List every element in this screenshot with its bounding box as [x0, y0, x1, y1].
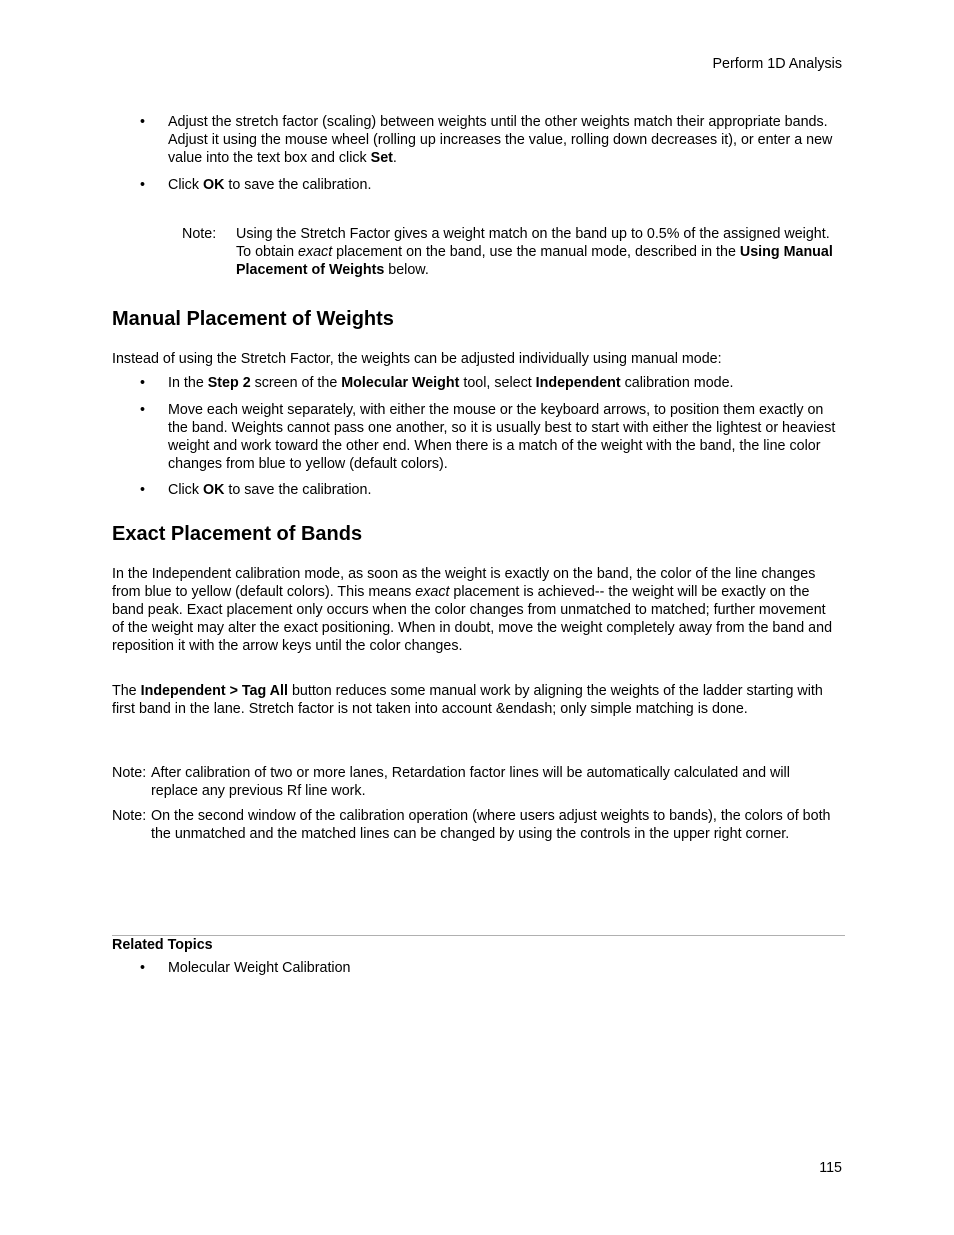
note-body: On the second window of the calibration operation (where users adjust weights to bands), the colors of both the unmatched and the matched lines can be changed by using the controls in the upper right corner. [151, 808, 831, 842]
note-body: Using the Stretch Factor gives a weight match on the band up to 0.5% of the assigned weight. To obtain exact placement on the band, use the manual mode, described in the Using Manual Placement of Weights below. [236, 226, 833, 278]
bullet-marker: • [140, 482, 146, 498]
note-label: Note: [112, 808, 147, 824]
exact-paragraph-1: In the Independent calibration mode, as soon as the weight is exactly on the band, the color of the line changes from blue to yellow (default colors). This means exact placement is achieved-- the weight will be exactly on the band peak. Exact placement only occurs when the color changes from unmatched to matched; further movement of the weight may alter the exact positioning. When in doubt, move the weight completely away from the band and reposition it with the arrow keys until the color changes. [112, 566, 833, 654]
exact-paragraph-2: The Independent > Tag All button reduces some manual work by aligning the weights of the ladder starting with first band in the lane. Stretch factor is not taken into account &endash; only simple matching is done. [112, 683, 823, 717]
note-line-colors [112, 807, 840, 843]
bullet-move-weights: Move each weight separately, with either the mouse or the keyboard arrows, to position them exactly on the band. Weights cannot pass one another, so it is usually best to start with either the lightest or heaviest weight and work toward the other end. When there is a match of the weight with the band, the line color changes from blue to yellow (default colors). [168, 402, 836, 472]
bullet-stretch-factor: Adjust the stretch factor (scaling) between weights until the other weights match their appropriate bands. Adjust it using the mouse wheel (rolling up increases the value, rolling down decreases it), or enter a new value into the text box and click Set. [168, 114, 833, 166]
bullet-marker: • [140, 114, 146, 130]
note-label: Note: [112, 765, 147, 781]
note-stretch-factor [182, 225, 842, 279]
heading-exact-placement: Exact Placement of Bands [112, 523, 363, 545]
bullet-step2: In the Step 2 screen of the Molecular Weight tool, select Independent calibration mode. [168, 375, 734, 391]
note-body: After calibration of two or more lanes, Retardation factor lines will be automatically calculated and will replace any previous Rf line work. [151, 765, 790, 799]
bullet-marker: • [140, 402, 146, 418]
running-header: Perform 1D Analysis [712, 56, 842, 72]
bullet-click-ok: Click OK to save the calibration. [168, 177, 372, 193]
tag-all-keyword: Independent > Tag All [140, 683, 288, 699]
bullet-click-ok-manual: Click OK to save the calibration. [168, 482, 372, 498]
related-topic-link[interactable]: Molecular Weight Calibration [168, 960, 351, 976]
note-label: Note: [182, 226, 217, 242]
manual-placement-link-text: Using Manual Placement of Weights [236, 244, 833, 278]
bullet-marker: • [140, 960, 146, 976]
note-rf-lines [112, 764, 840, 800]
manual-intro: Instead of using the Stretch Factor, the weights can be adjusted individually using manual mode: [112, 351, 722, 367]
bullet-marker: • [140, 177, 146, 193]
related-topics-heading: Related Topics [112, 937, 213, 953]
set-keyword: Set [370, 150, 393, 166]
ok-keyword: OK [202, 177, 225, 193]
heading-manual-placement: Manual Placement of Weights [112, 308, 394, 330]
page-number: 115 [819, 1160, 842, 1176]
bullet-marker: • [140, 375, 146, 391]
